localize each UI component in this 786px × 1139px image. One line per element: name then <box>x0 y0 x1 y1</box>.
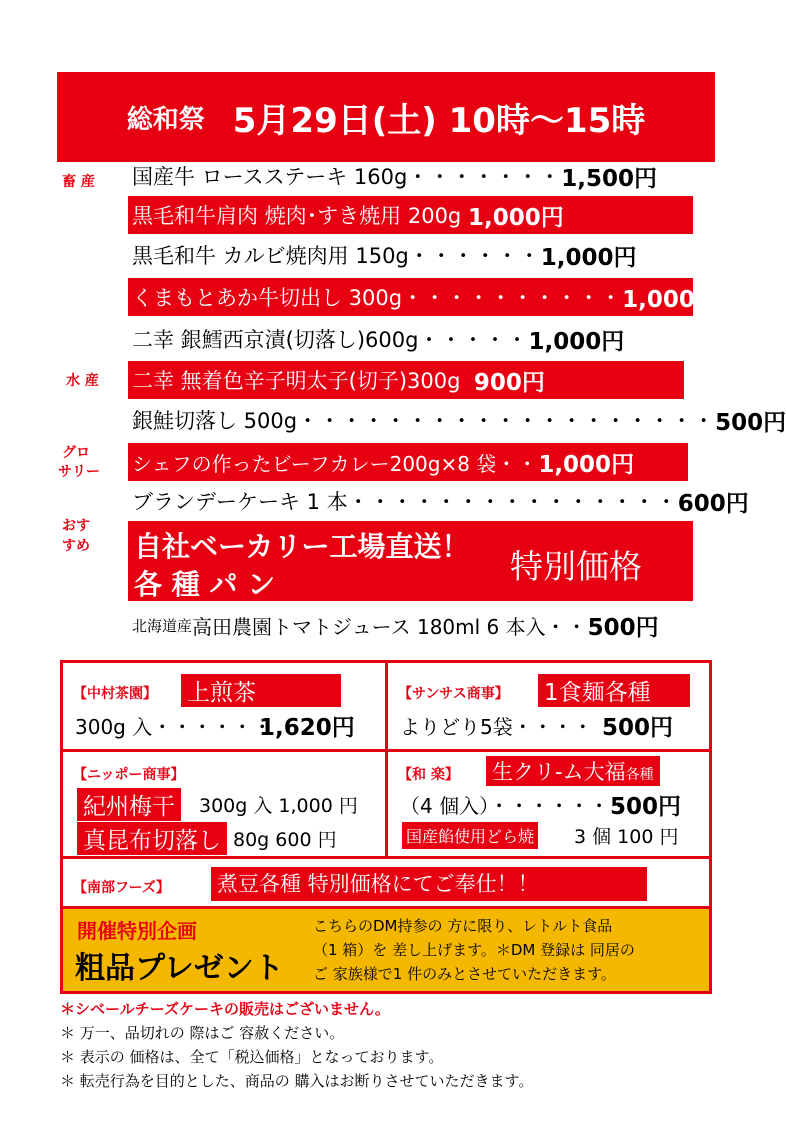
leader-dots: ・・・・・・・・・・ <box>402 286 623 310</box>
vendor-title: 1食麺各種 <box>538 674 690 707</box>
note-resale: ＊ 転売行為を目的とした、商品の 購入はお断りさせていただきます。 <box>60 1072 534 1090</box>
product-row-highlight <box>128 361 684 399</box>
product-name: 高田農園トマトジュース 180ml 6 本入 <box>192 614 546 639</box>
leader-dots: ・・・・・・・・・・・・・・・・・・・ <box>297 409 716 433</box>
product-price: 1,000円 <box>622 286 718 313</box>
product-price: 1,000円 <box>528 328 625 355</box>
product-name: 国産牛 ロースステーキ 160g <box>132 165 408 189</box>
vendor-line: よりどり5袋・・・・ <box>400 715 593 739</box>
category-recommend-1: おす <box>62 518 90 534</box>
product-row-highlight <box>128 278 718 316</box>
product-name: 銀鮭切落し 500g <box>132 409 298 433</box>
category-grocery-1: グロ <box>62 445 90 461</box>
product-price: 1,000円 <box>540 244 637 271</box>
leader-dots: ・・ <box>545 614 588 639</box>
note-cheesecake: ＊シベールチーズケーキの販売はございません。 <box>60 1000 390 1018</box>
product-name: ブランデーケーキ 1 本 <box>132 490 348 514</box>
vendor-title <box>486 756 660 786</box>
present-text-2: （1 箱）を 差し上げます。＊DM 登録は 同居の <box>313 941 635 959</box>
product-name: 黒毛和牛肩肉 焼肉･すき焼用 200g <box>132 204 462 228</box>
vendor-title-text: 生クリ-ム大福 <box>492 760 626 784</box>
vendor-box-nippo <box>60 749 388 859</box>
bakery-line-2: 各 種 パ ン <box>134 568 276 601</box>
vendor-box-nanbu <box>60 856 712 910</box>
bakery-special: 特別価格 <box>510 547 642 586</box>
vendor-line: （4 個入）・・・・・・・ <box>400 794 630 818</box>
event-date: 5月29日(土) 10時〜15時 <box>232 100 646 141</box>
bakery-banner <box>128 521 693 601</box>
present-text-3: ご 家族様で1 件のみとさせていただきます。 <box>313 965 616 983</box>
present-label-1: 開催特別企画 <box>77 919 197 943</box>
product-price: 900円 <box>473 369 545 396</box>
category-recommend-2: すめ <box>62 538 90 554</box>
product-row <box>128 157 693 195</box>
product-name: くまもとあか牛切出し 300g <box>132 286 403 310</box>
vendor-title-small: 各種 <box>625 767 654 783</box>
product-row-highlight <box>128 443 688 481</box>
product-name: 二幸 無着色辛子明太子(切子)300g <box>132 369 461 393</box>
vendor-item-2-detail: 80g 600 円 <box>233 829 337 851</box>
category-meat: 畜 産 <box>62 174 95 190</box>
product-name: 黒毛和牛 カルビ焼肉用 150g <box>132 244 409 268</box>
product-row <box>128 482 749 520</box>
product-row <box>128 606 693 644</box>
vendor-box-waraku <box>385 749 712 859</box>
leader-dots: ・・・・・・ <box>408 244 541 268</box>
vendor-tag: 【中村茶園】 <box>73 686 157 702</box>
present-text-1: こちらのDM持参の 方に限り、レトルト食品 <box>313 917 613 935</box>
product-name: シェフの作ったビーフカレー200g×8 袋 <box>132 451 497 476</box>
vendor-box-sansus <box>385 660 712 752</box>
product-price: 500円 <box>715 409 786 436</box>
leader-dots: ・・・・・・・・・・・・・・・ <box>347 490 678 514</box>
vendor-item-2: 真昆布切落し <box>77 822 227 855</box>
vendor-box-nakamura <box>60 660 388 752</box>
vendor-price: 500円 <box>602 715 674 741</box>
juice-origin: 北海道産 <box>132 616 193 635</box>
leader-dots: ・・・・・・・ <box>407 165 562 189</box>
bakery-line-1: 自社ベーカリー工場直送！ <box>134 530 470 563</box>
vendor-tag: 【和 楽】 <box>398 767 459 783</box>
event-name: 総和祭 <box>126 104 205 135</box>
vendor-tag: 【サンサス商事】 <box>398 686 509 702</box>
present-box <box>60 906 712 994</box>
product-row-highlight <box>128 196 693 234</box>
vendor-title: 上煎茶 <box>181 674 341 707</box>
event-banner <box>57 72 715 162</box>
vendor-tag: 【南部フーズ】 <box>73 880 170 896</box>
product-row <box>128 236 693 274</box>
product-price: 1,500円 <box>561 165 658 192</box>
vendor-price: 1,620円 <box>259 715 355 741</box>
product-price: 500円 <box>587 614 659 641</box>
leader-dots: ・・・・・ <box>418 328 529 352</box>
product-price: 600円 <box>677 490 749 517</box>
vendor-tag: 【ニッポー商事】 <box>73 767 185 783</box>
product-name: 二幸 銀鱈西京漬(切落し)600g <box>132 328 419 352</box>
present-label-2: 粗品プレゼント <box>75 951 284 986</box>
product-row <box>128 401 786 439</box>
vendor-item-1: 紀州梅干 <box>77 788 181 821</box>
category-grocery-2: サリー <box>58 464 100 480</box>
note-sold-out: ＊ 万一、品切れの 際はご 容赦ください。 <box>60 1024 345 1042</box>
vendor-line: 300g 入・・・・・・ <box>75 715 273 739</box>
category-fish: 水 産 <box>66 373 99 389</box>
product-price: 1,000円 <box>467 204 564 231</box>
vendor-item-2-detail: 3 個 100 円 <box>574 826 679 848</box>
note-tax: ＊ 表示の 価格は、全て「税込価格」となっております。 <box>60 1048 444 1066</box>
product-price: 1,000円 <box>538 451 635 478</box>
leader-dots: ・・ <box>496 451 539 476</box>
vendor-price: 500円 <box>610 794 682 820</box>
vendor-item-1-detail: 300g 入 1,000 円 <box>199 795 358 817</box>
vendor-promo: 煮豆各種 特別価格にてご奉仕！！ <box>211 867 647 901</box>
product-row <box>128 320 693 358</box>
vendor-item-2: 国産餡使用どら焼 <box>402 822 538 849</box>
